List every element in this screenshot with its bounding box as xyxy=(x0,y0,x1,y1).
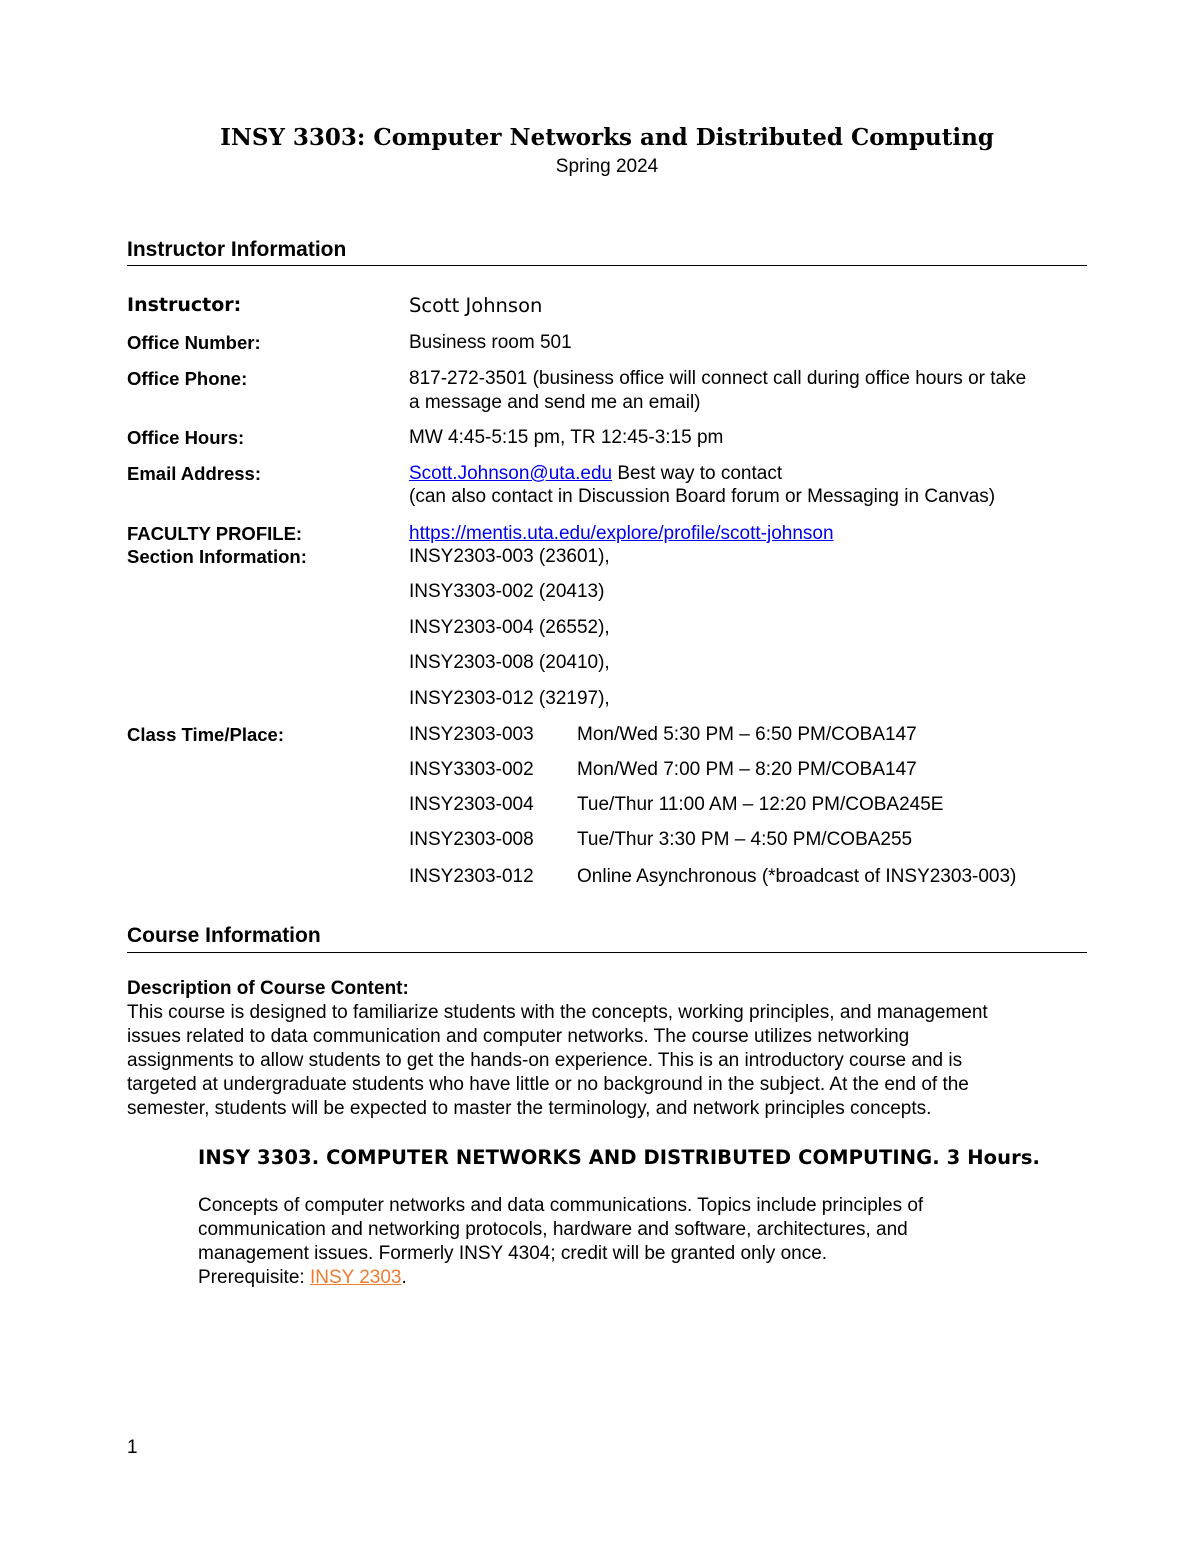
section-information-label: Section Information: xyxy=(127,546,307,567)
prerequisite-end: . xyxy=(401,1267,407,1288)
catalog-description xyxy=(198,1194,1058,1290)
email-label: Email Address: xyxy=(127,463,261,484)
term-label: Spring 2024 xyxy=(555,156,659,177)
faculty-profile-label: FACULTY PROFILE: xyxy=(127,523,303,544)
office-phone-value: 817-272-3501 (business office will connect call during office hours or take xyxy=(409,368,1027,389)
description-line: assignments to allow students to get the hands-on experience. This is an introductory course and is xyxy=(127,1050,963,1071)
page-number: 1 xyxy=(127,1437,138,1458)
schedule-section: INSY2303-003 xyxy=(409,724,534,745)
instructor-section-heading: Instructor Information xyxy=(127,238,347,261)
instructor-label: Instructor: xyxy=(127,294,242,316)
description-line: targeted at undergraduate students who have little or no background in the subject. At the end of the xyxy=(127,1074,969,1095)
office-phone-label: Office Phone: xyxy=(127,368,248,389)
schedule-time: Tue/Thur 11:00 AM – 12:20 PM/COBA245E xyxy=(577,794,944,815)
office-hours-value: MW 4:45-5:15 pm, TR 12:45-3:15 pm xyxy=(409,427,724,448)
section-item: INSY3303-002 (20413) xyxy=(409,581,605,602)
prerequisite-line xyxy=(198,1266,1058,1290)
faculty-profile-link[interactable]: https://mentis.uta.edu/explore/profile/scott-johnson xyxy=(409,523,834,544)
section-item: INSY2303-008 (20410), xyxy=(409,652,610,673)
schedule-section: INSY2303-008 xyxy=(409,829,534,850)
prerequisite-label: Prerequisite: xyxy=(198,1267,310,1288)
section-item: INSY2303-012 (32197), xyxy=(409,688,610,709)
section-item: INSY2303-004 (26552), xyxy=(409,617,610,638)
description-line: issues related to data communication and computer networks. The course utilizes networking xyxy=(127,1026,910,1047)
email-link[interactable]: Scott.Johnson@uta.edu xyxy=(409,463,613,484)
schedule-time: Mon/Wed 5:30 PM – 6:50 PM/COBA147 xyxy=(577,724,917,745)
office-number-value: Business room 501 xyxy=(409,332,572,353)
catalog-line: communication and networking protocols, hardware and software, architectures, and xyxy=(198,1219,908,1240)
schedule-time: Mon/Wed 7:00 PM – 8:20 PM/COBA147 xyxy=(577,759,917,780)
description-line: This course is designed to familiarize students with the concepts, working principles, and management xyxy=(127,1002,988,1023)
section-item: INSY2303-003 (23601), xyxy=(409,546,610,567)
catalog-line: management issues. Formerly INSY 4304; credit will be granted only once. xyxy=(198,1243,828,1264)
catalog-title: INSY 3303. COMPUTER NETWORKS AND DISTRIBUTED COMPUTING. 3 Hours. xyxy=(198,1146,1041,1169)
schedule-section: INSY3303-002 xyxy=(409,759,534,780)
office-hours-label: Office Hours: xyxy=(127,427,245,448)
schedule-section: INSY2303-004 xyxy=(409,794,534,815)
email-alternative-contact: (can also contact in Discussion Board forum or Messaging in Canvas) xyxy=(409,486,996,507)
description-paragraph xyxy=(127,1001,1087,1121)
catalog-line: Concepts of computer networks and data communications. Topics include principles of xyxy=(198,1195,924,1216)
document-title: INSY 3303: Computer Networks and Distributed Computing xyxy=(220,124,994,151)
class-time-place-label: Class Time/Place: xyxy=(127,724,284,745)
office-number-label: Office Number: xyxy=(127,332,261,353)
email-value xyxy=(409,463,782,485)
schedule-section: INSY2303-012 xyxy=(409,866,534,887)
section-divider xyxy=(127,952,1087,953)
course-section-heading: Course Information xyxy=(127,924,321,947)
schedule-time: Tue/Thur 3:30 PM – 4:50 PM/COBA255 xyxy=(577,829,913,850)
faculty-profile-value xyxy=(409,523,834,545)
prerequisite-link[interactable]: INSY 2303 xyxy=(309,1267,402,1288)
section-divider xyxy=(127,265,1087,266)
description-line: semester, students will be expected to master the terminology, and network principles concepts. xyxy=(127,1098,932,1119)
office-phone-note: a message and send me an email) xyxy=(409,392,701,413)
instructor-name: Scott Johnson xyxy=(409,294,543,317)
email-note: Best way to contact xyxy=(612,463,783,484)
schedule-time: Online Asynchronous (*broadcast of INSY2303-003) xyxy=(577,866,1017,887)
description-heading: Description of Course Content: xyxy=(127,978,409,999)
